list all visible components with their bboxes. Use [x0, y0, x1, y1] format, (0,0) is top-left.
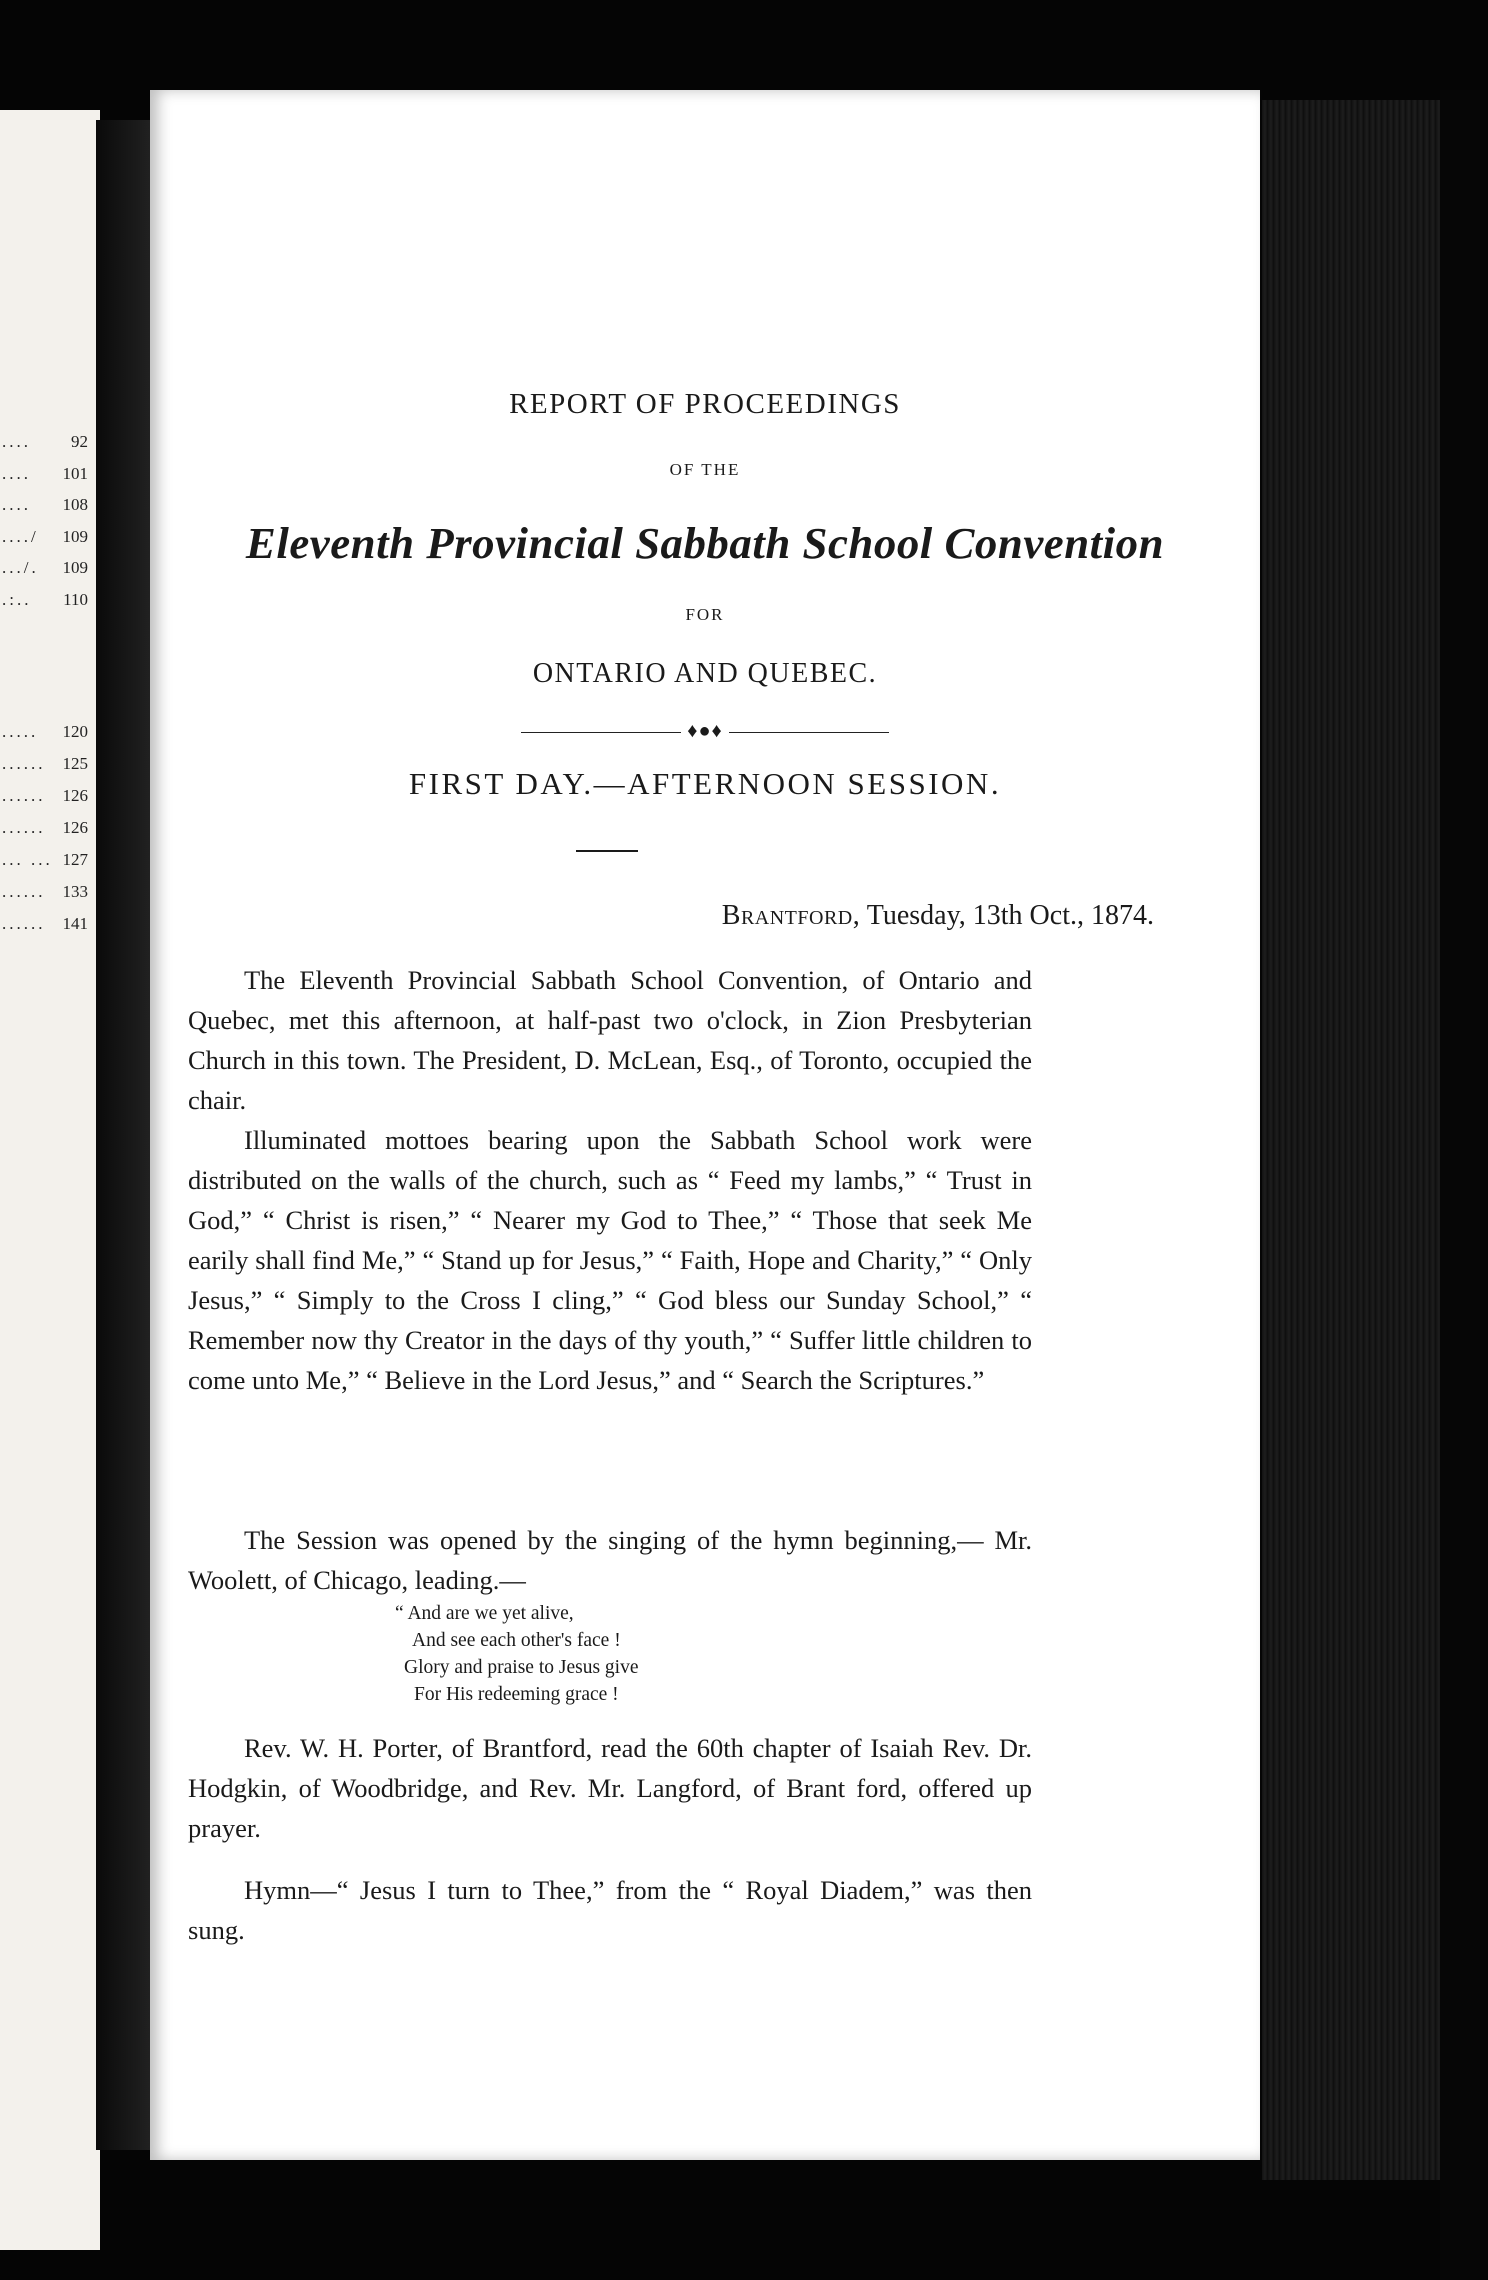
paragraph-closing-hymn: Hymn—“ Jesus I turn to Thee,” from the “ Royal Diadem,” was then sung.: [188, 1875, 1032, 1945]
provinces-line: ONTARIO AND QUEBEC.: [532, 658, 878, 689]
toc-row: ...... 133: [2, 882, 88, 901]
toc-row: ..... 120: [2, 722, 88, 741]
verse-line: And see each other's face !: [412, 1630, 621, 1651]
verse-line: “ And are we yet alive,: [395, 1603, 574, 1624]
book-cover-edge: [1440, 90, 1488, 2280]
toc-row: .... 101: [2, 464, 88, 483]
report-title: REPORT OF PROCEEDINGS: [509, 388, 901, 420]
toc-row: ...... 141: [2, 914, 88, 933]
verse-line: For His redeeming grace !: [414, 1684, 619, 1705]
toc-row: ...... 125: [2, 754, 88, 773]
paragraph-mottoes: Illuminated mottoes bearing upon the Sabbath School work were distributed on the walls of the church, such as “ Feed my lambs,” “ Trust in God,” “ Christ is risen,” “ Nearer my God to Thee,” “ Those that seek Me earily shall find Me,” “ Stand up for Jesus,” “ Faith, Hope and Charity,” “ Only Jesus,” “ Simply to the Cross I cling,” “ God bless our Sunday School,” “ Remember now thy Creator in the days of thy youth,” “ Suffer little children to come unto Me,” “ Believe in the Lord Jesus,” and “ Search the Scriptures.”: [188, 1125, 1032, 1395]
hymn-verse: [395, 1600, 815, 1708]
for-line: FOR: [685, 605, 725, 624]
verse-line: Glory and praise to Jesus give: [404, 1657, 639, 1678]
paragraph-opening: The Eleventh Provincial Sabbath School Convention, of Ontario and Quebec, met this afternoon, at half-past two o'clock, in Zion Presbyterian Church in this town. The President, D. McLean, Esq., of Toronto, occupied the chair.: [188, 965, 1032, 1115]
dateline-date: Tuesday, 13th Oct., 1874.: [860, 900, 1154, 931]
toc-row: ...... 126: [2, 818, 88, 837]
ornamental-divider: ♦●♦: [150, 720, 1260, 743]
of-the-line: OF THE: [669, 460, 741, 479]
session-heading: FIRST DAY.—AFTERNOON SESSION.: [408, 766, 1002, 801]
book-page: [150, 90, 1260, 2160]
paragraph-readings: Rev. W. H. Porter, of Brantford, read the 60th chapter of Isaiah Rev. Dr. Hodgkin, of Woodbridge, and Rev. Mr. Langford, of Brant ford, offered up prayer.: [188, 1733, 1032, 1843]
toc-row: ...... 126: [2, 786, 88, 805]
toc-row: .... 108: [2, 495, 88, 514]
toc-row: .:.. 110: [2, 590, 88, 609]
dateline: [722, 900, 1154, 932]
convention-title: Eleventh Provincial Sabbath School Convention: [245, 519, 1165, 568]
facing-page-fragment: [0, 110, 100, 2250]
toc-row: .../. 109: [2, 558, 88, 577]
toc-row: .... 92: [2, 432, 88, 451]
toc-row: ..../ 109: [2, 527, 88, 546]
short-rule: [576, 850, 638, 852]
toc-row: ... ... 127: [2, 850, 88, 869]
paragraph-hymn-opening: The Session was opened by the singing of the hymn beginning,— Mr. Woolett, of Chicago, leading.—: [188, 1525, 1032, 1595]
dateline-place: Brantford,: [721, 900, 861, 931]
